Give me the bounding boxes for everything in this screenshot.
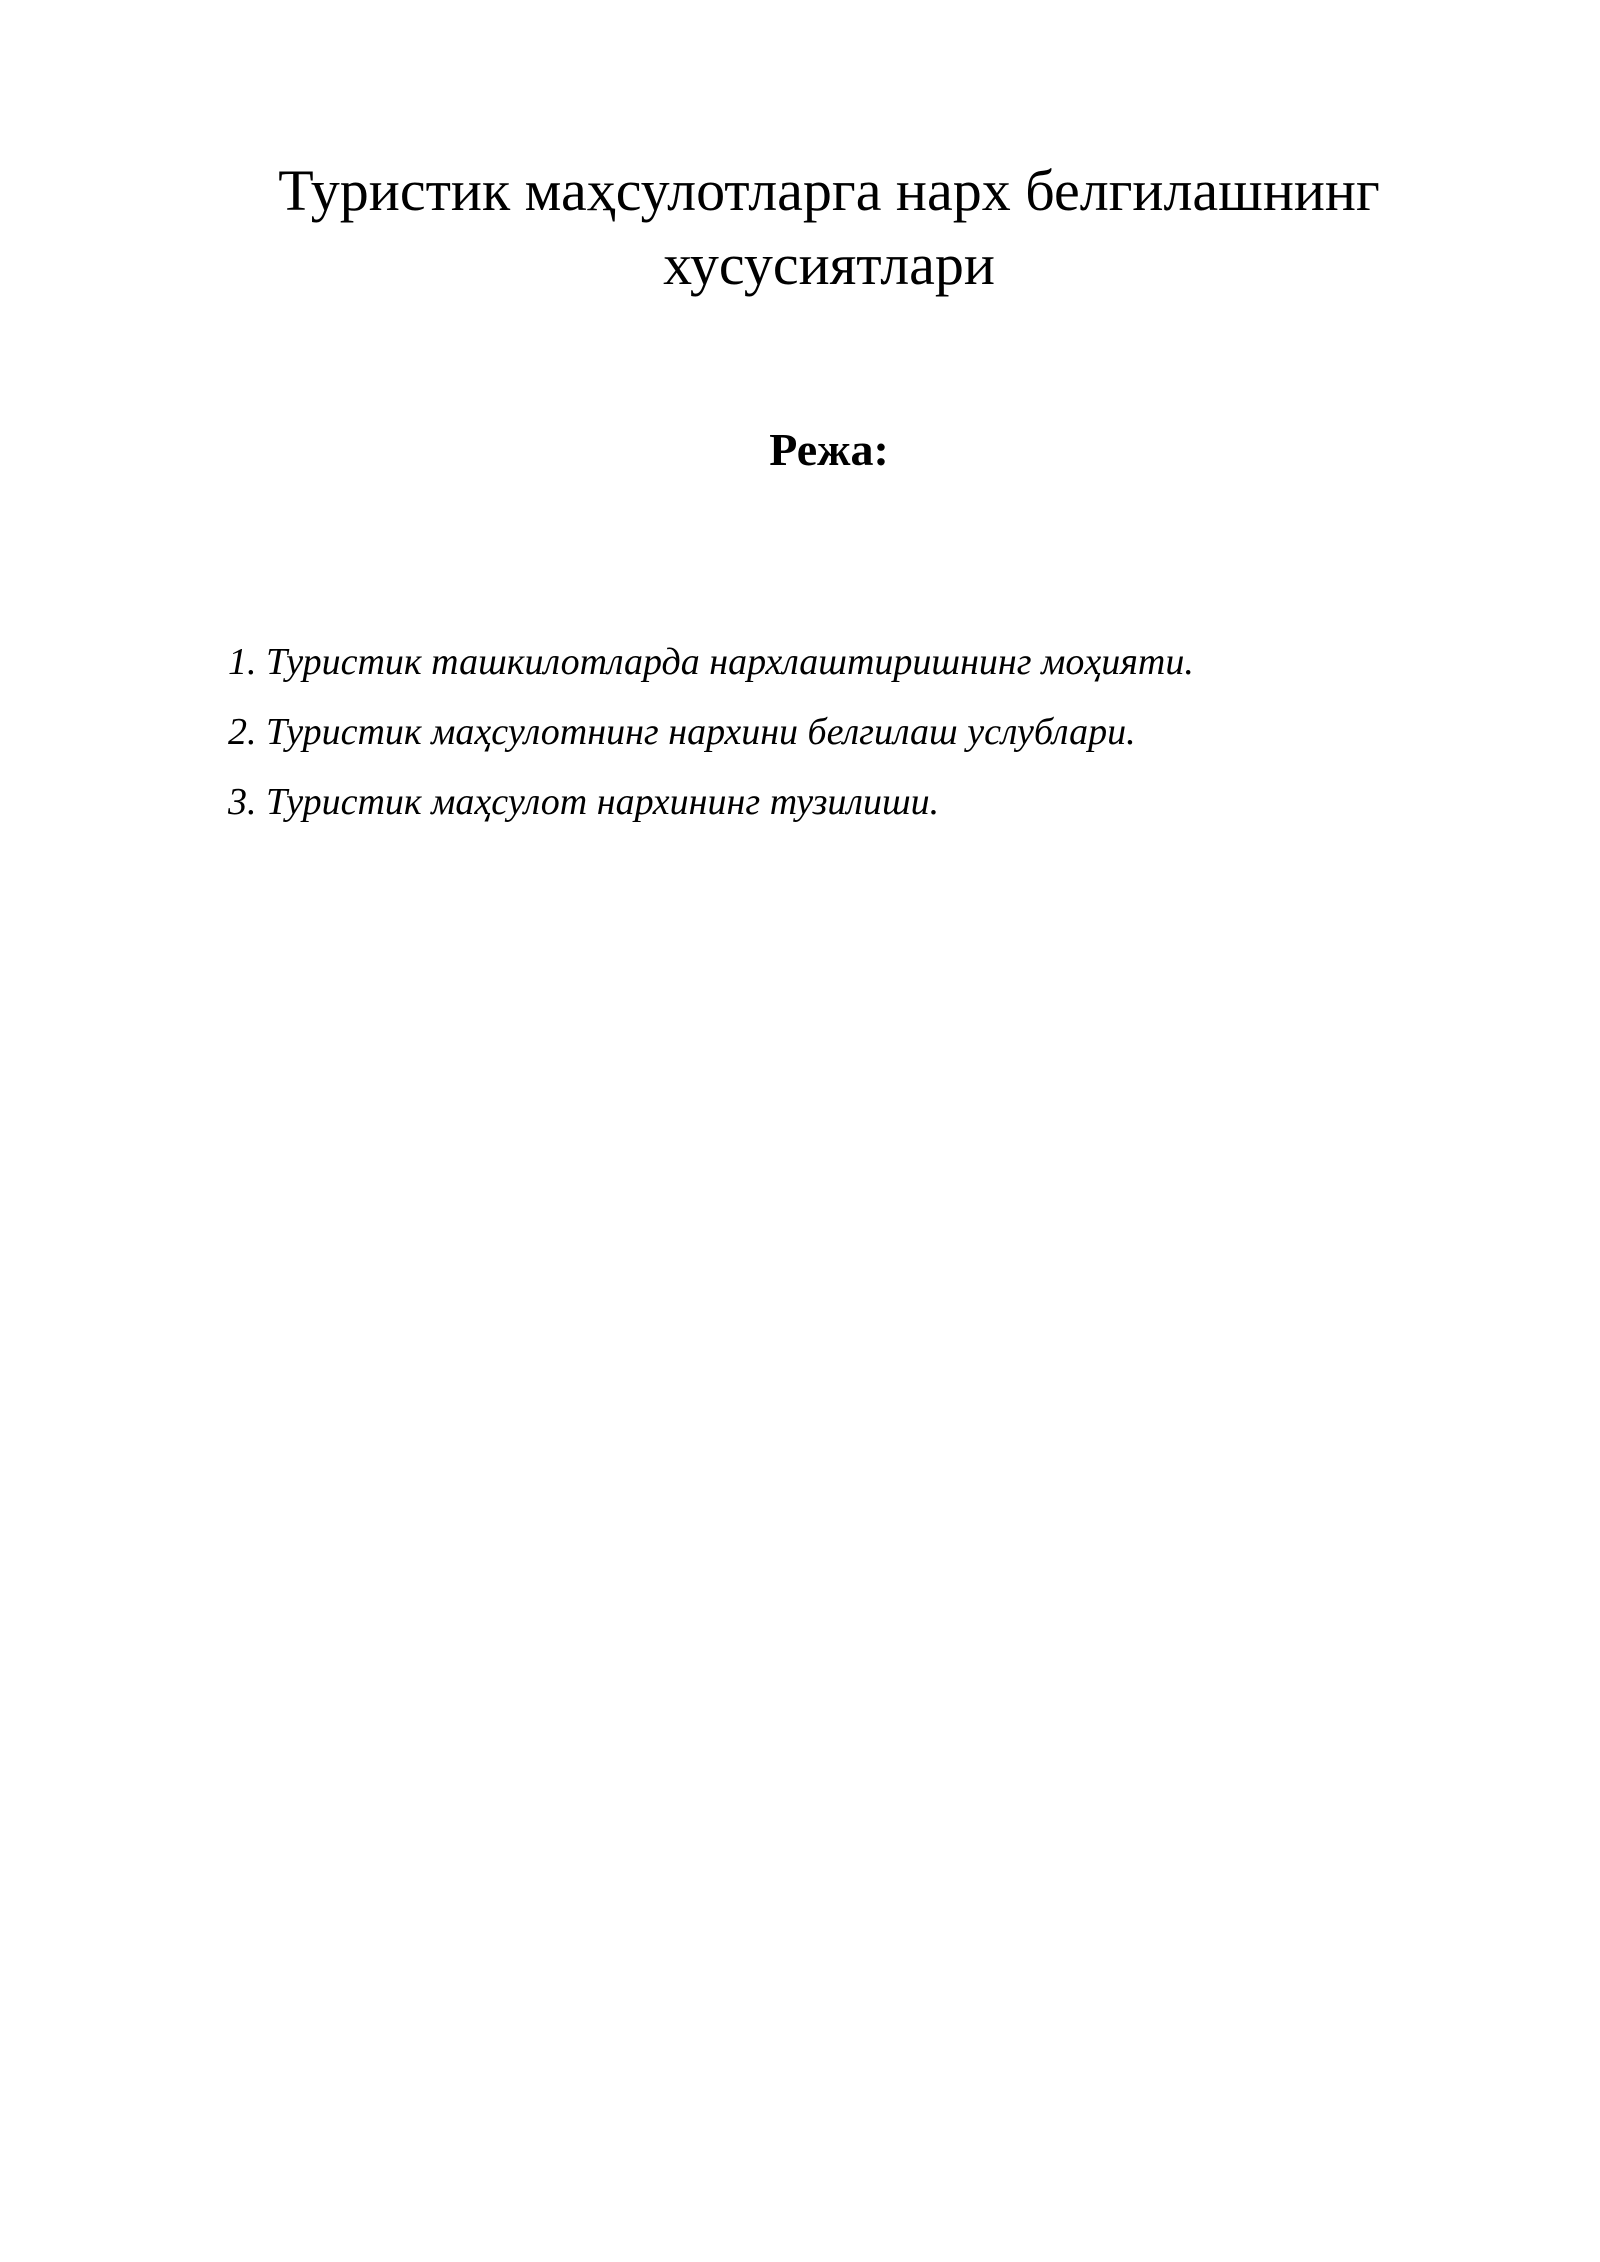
plan-heading: Режа: bbox=[769, 424, 889, 475]
plan-item: 1. Туристик ташкилотларда нархлаштиришнинг моҳияти. bbox=[228, 641, 1194, 683]
document-title-line-1: Туристик маҳсулотларга нарх белгилашнинг bbox=[278, 158, 1380, 223]
document-title-line-2: хусусиятлари bbox=[663, 232, 995, 297]
plan-item: 3. Туристик маҳсулот нархининг тузилиши. bbox=[228, 781, 940, 823]
plan-item: 2. Туристик маҳсулотнинг нархини белгилаш услублари. bbox=[228, 711, 1136, 753]
